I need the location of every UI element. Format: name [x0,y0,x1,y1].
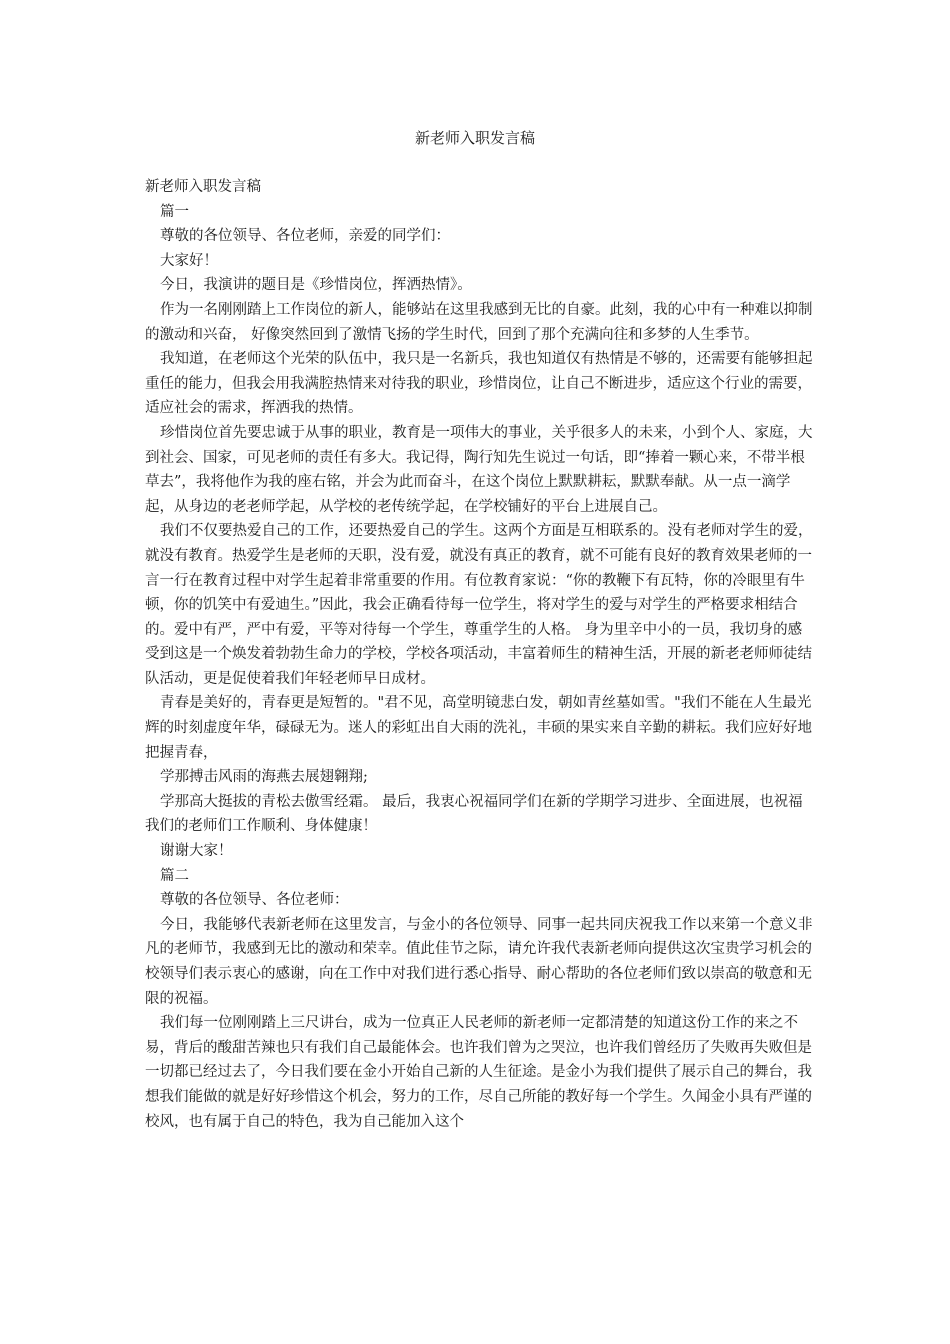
paragraph: 大家好！ [160,252,218,269]
paragraph: 尊敬的各位领导、各位老师，亲爱的同学们： [160,228,450,245]
paragraph: 新老师入职发言稿 [145,179,261,195]
paragraph: 我们每一位刚刚踏上三尺讲台，成为一位真正人民老师的新老师一定都清楚的知道这份工作的来之不易，背后的酸甜苦辣也只有我们自己最能体会。也许我们曾为之哭泣，也许我们曾经历了失败再失败但是一切都已经过去了，今日我们要在金小开始自己新的人生征途。是金小为我们提供了展示自己的舞台，我想我们能做的就是好好珍惜这个机会，努力的工作，尽自己所能的教好每一个学生。久闻金小具有严谨的校风，也有属于自己的特色，我为自己能加入这个 [145,1015,812,1130]
paragraph: 青春是美好的，青春更是短暂的。"君不见，高堂明镜悲白发，朝如青丝墓如雪。"我们不能在人生最光辉的时刻虚度年华，碌碌无为。迷人的彩虹出自大雨的洗礼，丰硕的果实来自辛勤的耕耘。我们应好好地把握青春， [145,695,812,761]
document-body [145,175,815,1134]
paragraph: 我们不仅要热爱自己的工作，还要热爱自己的学生。这两个方面是互相联系的。没有老师对学生的爱，就没有教育。热爱学生是老师的天职，没有爱，就没有真正的教育，就不可能有良好的教育效果老师的一言一行在教育过程中对学生起着非常重要的作用。有位教育家说：“你的教鞭下有瓦特，你的冷眼里有牛顿，你的饥笑中有爱迪生。”因此，我会正确看待每一位学生，将对学生的爱与对学生的严格要求相结合的。爱中有严，严中有爱，平等对待每一个学生，尊重学生的人格。 身为里辛中小的一员，我切身的感受到这是一个焕发着勃勃生命力的学校，学校各项活动，丰富着师生的精神生活，开展的新老老师师徒结队活动，更是促使着我们年轻老师早日成材。 [145,523,813,687]
paragraph: 尊敬的各位领导、各位老师： [160,892,349,909]
paragraph: 篇二 [160,867,189,884]
paragraph: 今日，我能够代表新老师在这里发言，与金小的各位领导、同事一起共同庆祝我工作以来第一个意义非凡的老师节，我感到无比的激动和荣幸。值此佳节之际，请允许我代表新老师向提供这次宝贵学习机会的校领导们表示衷心的感谢，向在工作中对我们进行悉心指导、耐心帮助的各位老师们致以崇高的敬意和无限的祝福。 [145,916,813,1007]
paragraph: 我知道，在老师这个光荣的队伍中，我只是一名新兵，我也知道仅有热情是不够的，还需要有能够担起重任的能力，但我会用我满腔热情来对待我的职业，珍惜岗位，让自己不断进步，适应这个行业的需要，适应社会的需求，挥洒我的热情。 [145,351,813,417]
paragraph: 学那高大挺拔的青松去傲雪经霜。 最后，我衷心祝福同学们在新的学期学习进步、全面进展，也祝福我们的老师们工作顺利、身体健康！ [145,793,803,835]
paragraph: 篇一 [160,203,189,220]
paragraph: 珍惜岗位首先要忠诚于从事的职业，教育是一项伟大的事业，关乎很多人的未来，小到个人、家庭，大到社会、国家，可见老师的责任有多大。我记得，陶行知先生说过一句话，即“捧着一颗心来，不带半根草去”，我将他作为我的座右铭，并会为此而奋斗，在这个岗位上默默耕耘，默默奉献。从一点一滴学起，从身边的老老师学起，从学校的老传统学起，在学校铺好的平台上进展自己。 [145,424,813,515]
paragraph: 作为一名刚刚踏上工作岗位的新人，能够站在这里我感到无比的自豪。此刻，我的心中有一种难以抑制的激动和兴奋， 好像突然回到了激情飞扬的学生时代，回到了那个充满向往和多梦的人生季节。 [145,301,813,343]
document-title: 新老师入职发言稿 [414,129,535,147]
paragraph: 学那搏击风雨的海燕去展翅翱翔; [160,769,368,786]
paragraph: 今日，我演讲的题目是《珍惜岗位，挥洒热情》。 [160,277,472,294]
paragraph: 谢谢大家！ [160,843,233,860]
